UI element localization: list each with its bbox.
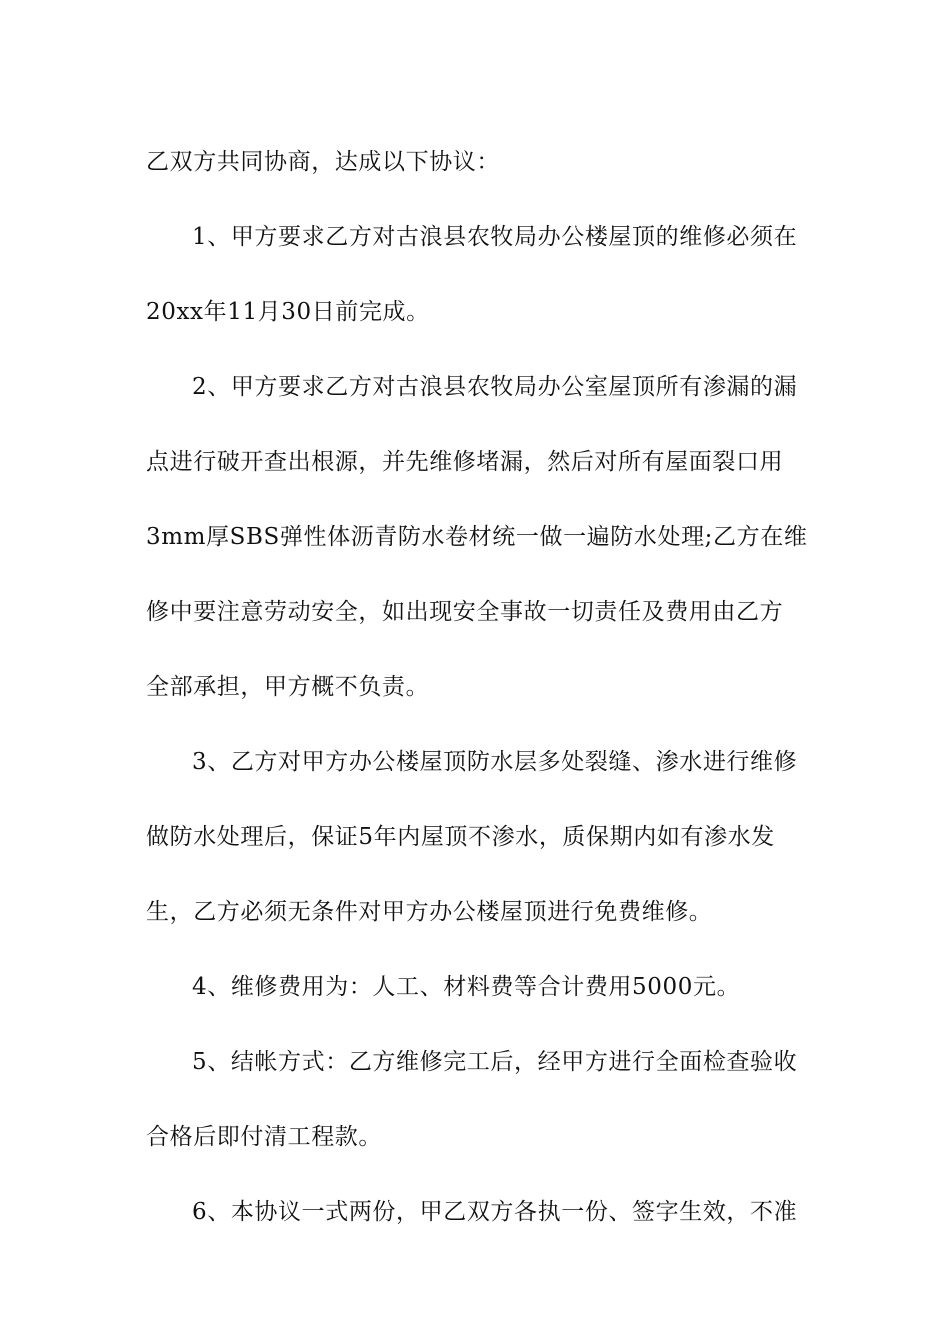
- text-line: 乙双方共同协商，达成以下协议：: [146, 149, 500, 175]
- clause-2-line: 2、甲方要求乙方对古浪县农牧局办公室屋顶所有渗漏的漏: [192, 374, 798, 400]
- text-line: 全部承担，甲方概不负责。: [146, 674, 430, 700]
- text-line: 修中要注意劳动安全，如出现安全事故一切责任及费用由乙方: [146, 599, 784, 625]
- agreement-text: [146, 125, 806, 1250]
- text-line: 合格后即付清工程款。: [146, 1124, 382, 1150]
- text-line: 20xx年11月30日前完成。: [146, 299, 430, 325]
- clause-3-line: 3、乙方对甲方办公楼屋顶防水层多处裂缝、渗水进行维修: [192, 749, 798, 775]
- text-line: 点进行破开查出根源，并先维修堵漏，然后对所有屋面裂口用: [146, 449, 784, 475]
- text-line: 做防水处理后，保证5年内屋顶不渗水，质保期内如有渗水发: [146, 824, 775, 850]
- clause-5-line: 5、结帐方式：乙方维修完工后，经甲方进行全面检查验收: [192, 1049, 798, 1075]
- clause-6-line: 6、本协议一式两份，甲乙双方各执一份、签字生效，不准: [192, 1199, 798, 1225]
- clause-1-line: 1、甲方要求乙方对古浪县农牧局办公楼屋顶的维修必须在: [192, 224, 798, 250]
- clause-4-line: 4、维修费用为：人工、材料费等合计费用5000元。: [192, 974, 741, 1000]
- text-line: 生，乙方必须无条件对甲方办公楼屋顶进行免费维修。: [146, 899, 713, 925]
- text-line: 3mm厚SBS弹性体沥青防水卷材统一做一遍防水处理;乙方在维: [146, 524, 808, 550]
